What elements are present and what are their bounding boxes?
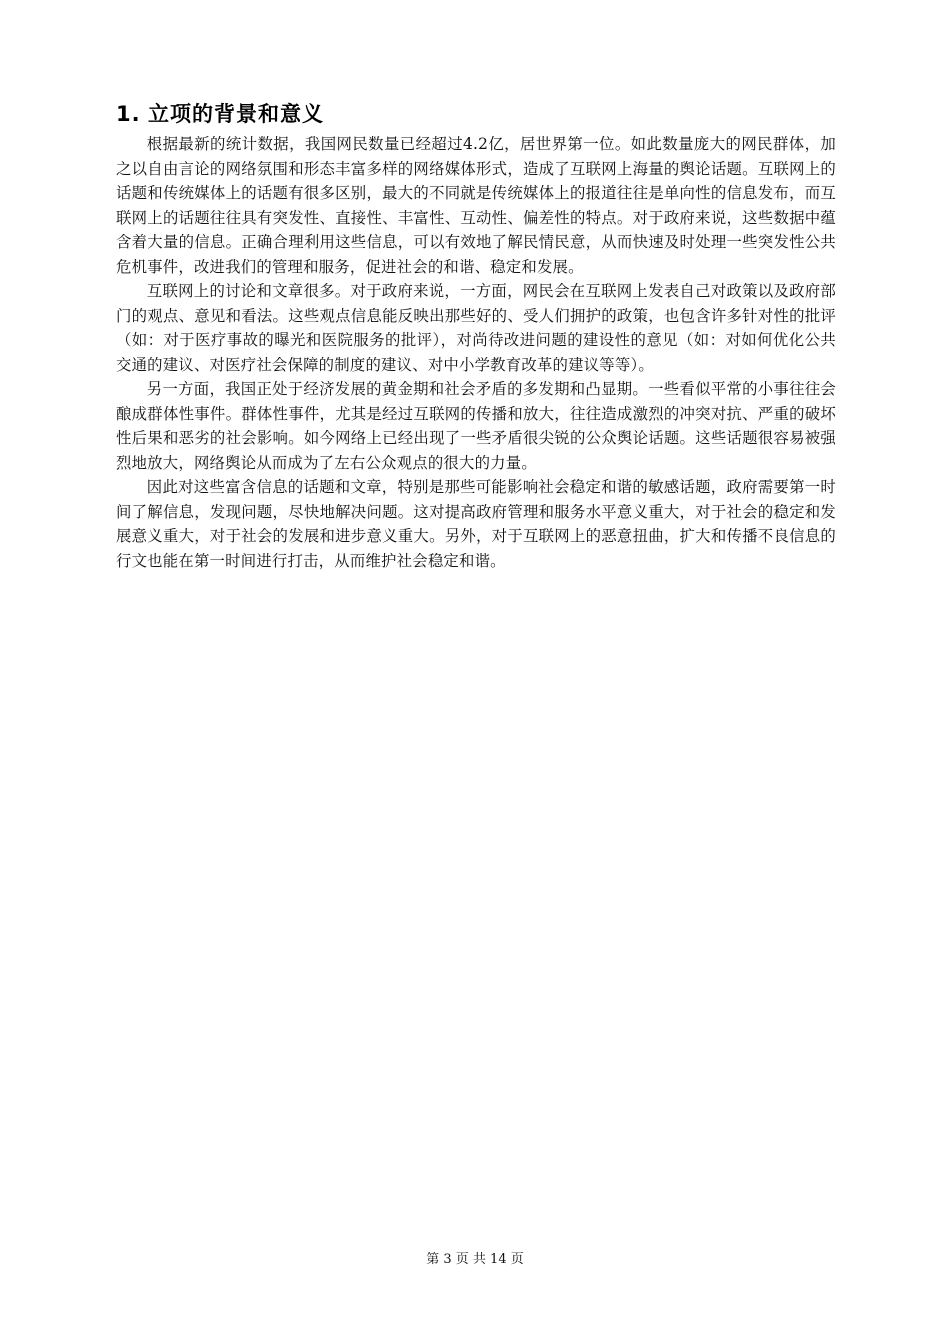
paragraph-1: 根据最新的统计数据，我国网民数量已经超过4.2亿，居世界第一位。如此数量庞大的网民群体，加之以自由言论的网络氛围和形态丰富多样的网络媒体形式，造成了互联网上海量的舆论话题。互联网上的话题和传统媒体上的话题有很多区别，最大的不同就是传统媒体上的报道往往是单向性的信息发布，而互联网上的话题往往具有突发性、直接性、丰富性、互动性、偏差性的特点。对于政府来说，这些数据中蕴含着大量的信息。正确合理利用这些信息，可以有效地了解民情民意，从而快速及时处理一些突发性公共危机事件，改进我们的管理和服务，促进社会的和谐、稳定和发展。 [116,135,836,276]
page-content [116,100,836,573]
paragraph-2: 互联网上的讨论和文章很多。对于政府来说，一方面，网民会在互联网上发表自己对政策以及政府部门的观点、意见和看法。这些观点信息能反映出那些好的、受人们拥护的政策，也包含许多针对性的批评（如：对于医疗事故的曝光和医院服务的批评），对尚待改进问题的建设性的意见（如：对如何优化公共交通的建议、对医疗社会保障的制度的建议、对中小学教育改革的建议等等）。 [116,282,836,374]
section-heading [116,100,836,128]
page-number-label: 第 3 页 共 14 页 [426,1252,524,1267]
paragraph-4: 因此对这些富含信息的话题和文章，特别是那些可能影响社会稳定和谐的敏感话题，政府需要第一时间了解信息，发现问题，尽快地解决问题。这对提高政府管理和服务水平意义重大，对于社会的稳定和发展意义重大，对于社会的发展和进步意义重大。另外，对于互联网上的恶意扭曲，扩大和传播不良信息的行文也能在第一时间进行打击，从而维护社会稳定和谐。 [116,478,836,570]
section-title: 立项的背景和意义 [148,102,324,126]
page-footer [0,1248,950,1267]
section-number: 1. [116,102,141,126]
paragraph-3: 另一方面，我国正处于经济发展的黄金期和社会矛盾的多发期和凸显期。一些看似平常的小事往往会酿成群体性事件。群体性事件，尤其是经过互联网的传播和放大，往往造成激烈的冲突对抗、严重的破坏性后果和恶劣的社会影响。如今网络上已经出现了一些矛盾很尖锐的公众舆论话题。这些话题很容易被强烈地放大，网络舆论从而成为了左右公众观点的很大的力量。 [116,380,836,472]
